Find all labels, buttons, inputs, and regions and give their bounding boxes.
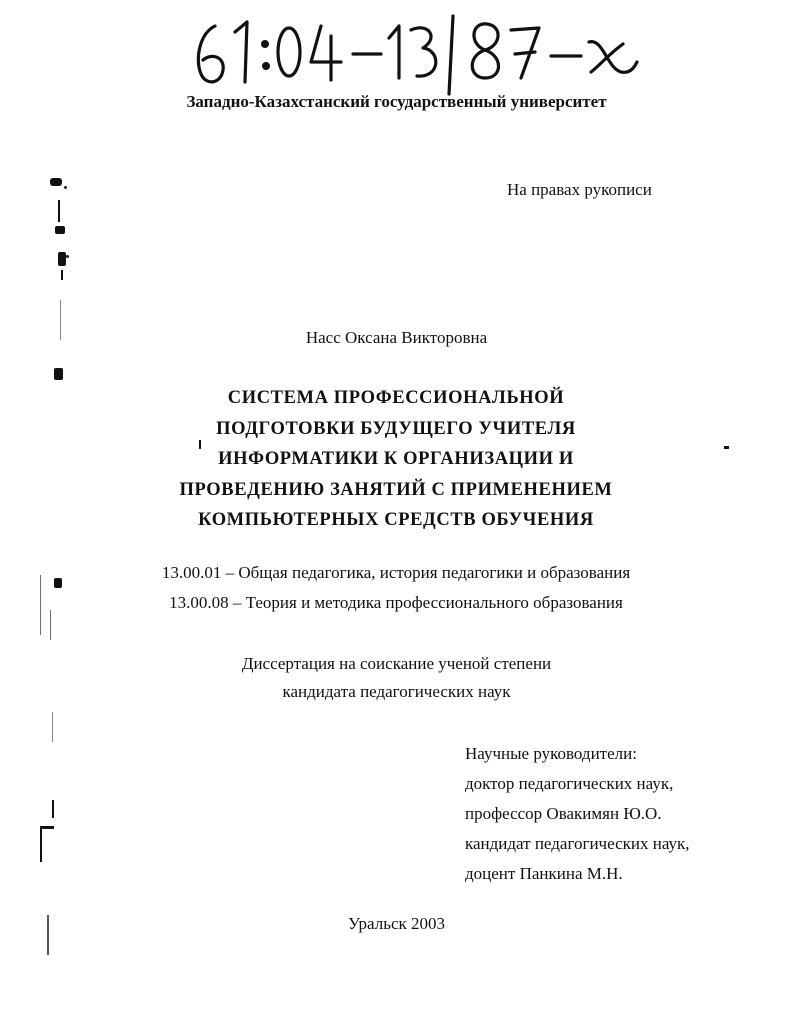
advisor-line: профессор Овакимян Ю.О. — [465, 804, 662, 823]
scientific-advisors — [465, 739, 690, 889]
specialty-code-2: 13.00.08 – Теория и методика профессионального образования — [169, 593, 623, 612]
title-line: ПРОВЕДЕНИЮ ЗАНЯТИЙ С ПРИМЕНЕНИЕМ — [179, 479, 613, 500]
author-name: Насс Оксана Викторовна — [305, 328, 488, 347]
specialty-code-1: 13.00.01 – Общая педагогика, история педагогики и образования — [161, 563, 631, 582]
advisor-line: доцент Панкина М.Н. — [465, 864, 623, 883]
title-line: ПОДГОТОВКИ БУДУЩЕГО УЧИТЕЛЯ — [216, 418, 576, 439]
advisor-line: кандидат педагогических наук, — [465, 834, 690, 853]
degree-statement — [0, 650, 793, 706]
degree-line-2: кандидата педагогических наук — [282, 682, 511, 701]
advisor-line: доктор педагогических наук, — [465, 774, 674, 793]
title-line: СИСТЕМА ПРОФЕССИОНАЛЬНОЙ — [227, 388, 565, 408]
degree-line-1: Диссертация на соискание ученой степени — [241, 654, 552, 673]
university-name: Западно-Казахстанский государственный университет — [186, 92, 607, 111]
handwritten-catalog-number — [185, 8, 655, 98]
title-line: КОМПЬЮТЕРНЫХ СРЕДСТВ ОБУЧЕНИЯ — [198, 510, 594, 530]
manuscript-rights-note: На правах рукописи — [507, 180, 652, 199]
title-line: ИНФОРМАТИКИ К ОРГАНИЗАЦИИ И — [218, 449, 574, 469]
dissertation-title — [0, 383, 793, 536]
city-and-year: Уральск 2003 — [347, 914, 446, 933]
advisors-heading: Научные руководители: — [465, 744, 637, 763]
